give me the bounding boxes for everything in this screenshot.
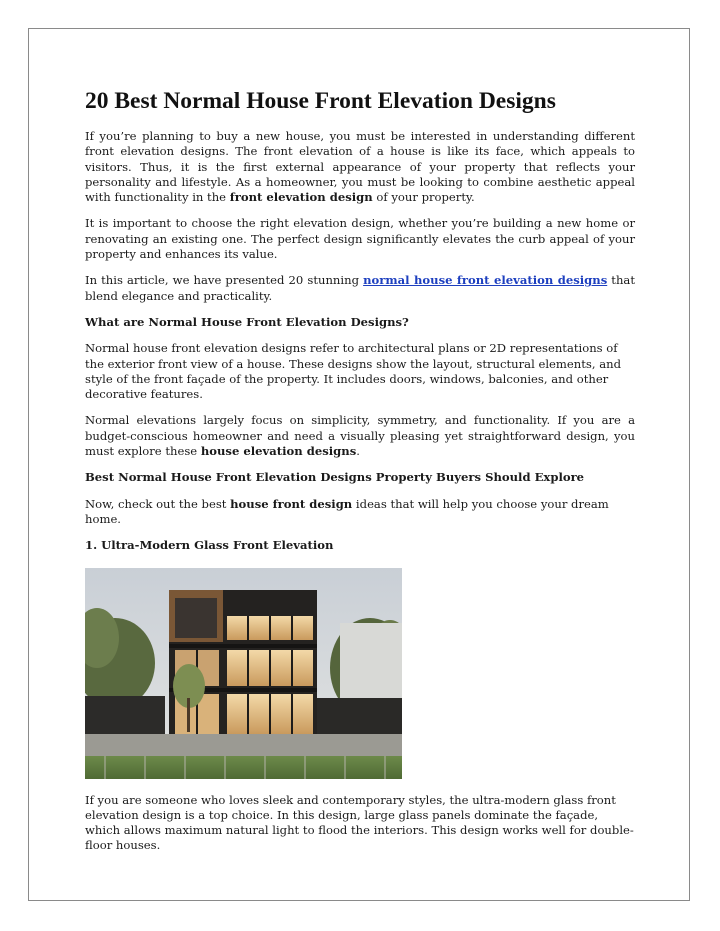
article-title: 20 Best Normal House Front Elevation Designs	[85, 88, 556, 114]
para5-text: Normal elevations largely focus on simplicity, symmetry, and functionality. If you are a budget-conscious homeowner and need a visually pleasing yet straightforward design, you must explore these	[85, 413, 635, 459]
house-photo	[85, 568, 402, 779]
para5-text-end: .	[356, 444, 360, 459]
paragraph-definition: Normal house front elevation designs refer to architectural plans or 2D representations of the exterior front view of a house. These designs show the layout, structural elements, and style of the front façade of the property. It includes doors, windows, balconies, and other decorative features.	[85, 341, 622, 402]
elevation-designs-link[interactable]: normal house front elevation designs	[363, 273, 608, 288]
para6-text: Now, check out the best	[85, 496, 231, 511]
article-body	[85, 87, 635, 865]
paragraph-article-intro	[85, 273, 635, 304]
section-heading-what-are: What are Normal House Front Elevation Designs?	[85, 314, 409, 329]
para5-bold-term: house elevation designs	[200, 444, 357, 459]
intro-paragraph	[85, 129, 635, 205]
para6-bold-term: house front design	[230, 496, 353, 511]
intro-text: If you’re planning to buy a new house, you must be interested in understanding different front elevation designs. The front elevation of a house is like its face, which appeals to visitors. Thus, it is the first external appearance of your property that reflects your personality and lifestyle. As a homeowner, you must be looking to combine aesthetic appeal with functionality in the	[85, 129, 635, 205]
paragraph-importance: It is important to choose the right elevation design, whether you’re building a new home or renovating an existing one. The perfect design significantly elevates the curb appeal of your property and enhances its value.	[85, 216, 635, 262]
para3-text: In this article, we have presented 20 stunning	[85, 273, 364, 288]
para6-text-end: ideas that will help you choose your dream home.	[85, 496, 609, 526]
section-heading-best-designs: Best Normal House Front Elevation Designs Property Buyers Should Explore	[85, 470, 585, 485]
para3-text-end: that blend elegance and practicality.	[85, 273, 636, 303]
intro-bold-term: front elevation design	[229, 190, 373, 205]
document-page	[28, 28, 690, 901]
section-heading-glass-elevation: 1. Ultra-Modern Glass Front Elevation	[85, 538, 334, 553]
paragraph-normal-elevations	[85, 413, 635, 459]
paragraph-glass-elevation: If you are someone who loves sleek and contemporary styles, the ultra-modern glass front elevation design is a top choice. In this design, large glass panels dominate the façade, which allows maximum natural light to flood the interiors. This design works well for double-floor houses.	[85, 792, 634, 853]
intro-text-end: of your property.	[372, 190, 475, 205]
paragraph-check-out	[85, 497, 635, 528]
